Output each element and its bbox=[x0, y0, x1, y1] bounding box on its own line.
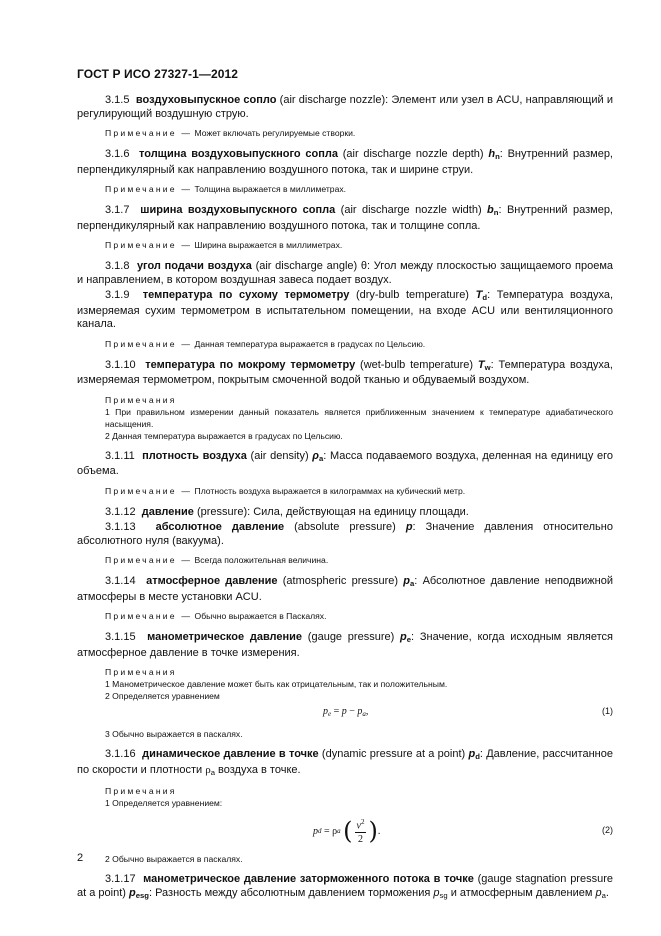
note-3-1-5: Примечание — Может включать регулируемые створки. bbox=[105, 128, 356, 138]
notes-3-1-15-item-3: 3 Обычно выражается в паскалях. bbox=[105, 729, 243, 739]
clause-3-1-6: 3.1.6 толщина воздуховыпускного сопла (air discharge nozzle depth) $h_n$: Внутренний размер, перпендикулярный как направлению воздушного потока, так и ширине струи. bbox=[77, 148, 613, 176]
clause-3-1-14: 3.1.14 атмосферное давление (atmospheric pressure) $p_a$: Абсолютное давление неподвижной атмосферы в месте установки ACU. bbox=[77, 575, 613, 603]
note-3-1-9: Примечание — Данная температура выражается в градусах по Цельсию. bbox=[105, 338, 426, 349]
clause-3-1-5: 3.1.5 воздуховыпускное сопло (air discharge nozzle): Элемент или узел в ACU, направляющий и регулирующий воздушную струю. bbox=[77, 94, 613, 120]
note-3-1-11: Примечание — Плотность воздуха выражается в килограммах на кубический метр. bbox=[105, 485, 466, 496]
page-number: 2 bbox=[77, 852, 84, 864]
equation-1 bbox=[77, 702, 613, 728]
clause-3-1-8: 3.1.8 угол подачи воздуха (air discharge angle) θ: Угол между плоскостью защищаемого проема и направлением, в котором воздушная завеса подает воздух. bbox=[77, 260, 614, 286]
document-body bbox=[77, 94, 613, 908]
clause-3-1-16: 3.1.16 динамическое давление в точке (dynamic pressure at a point) $p_d$: Давление, рассчитанное по скорости и плотности $\rho_a$ воздуха в точке. bbox=[77, 748, 613, 777]
equation-1-expression: $p_e = p - p_a$, bbox=[323, 706, 369, 718]
clause-3-1-10: 3.1.10 температура по мокрому термометру (wet-bulb temperature) $T_w$: Температура воздуха, измеряемая термометром, покрытым смоченной водой тканью и обдуваемый воздухом. bbox=[77, 358, 613, 386]
clause-3-1-9: 3.1.9 температура по сухому термометру (dry-bulb temperature) $T_d$: Температура воздуха, измеряемая сухим термометром в испытательном помещении, на входе ACU или вентиляционного канала. bbox=[77, 289, 613, 330]
document-header: ГОСТ Р ИСО 27327-1—2012 bbox=[77, 67, 239, 81]
equation-2-expression: p d = ρ a ( $\frac{v^2}{2}$ ) . bbox=[313, 817, 381, 846]
notes-3-1-10: Примечания 1 При правильном измерении данный показатель является приближенным значением к температуре адиабатического насыщения. 2 Данная температура выражается в градусах по Цельсию. bbox=[105, 394, 613, 441]
note-3-1-6: Примечание — Толщина выражается в миллиметрах. bbox=[105, 184, 347, 194]
equation-1-number: (1) bbox=[602, 706, 613, 716]
note-3-1-14: Примечание — Обычно выражается в Паскалях. bbox=[105, 611, 327, 621]
note-3-1-13: Примечание — Всегда положительная величина. bbox=[105, 555, 329, 565]
clause-3-1-17: 3.1.17 манометрическое давление заторможенного потока в точке (gauge stagnation pressure at a point) $p_{esg}$: Разность между абсолютным давлением торможения $p_{sg}$ и атмосферным давлением $p_a$. bbox=[77, 873, 613, 900]
clause-3-1-12: 3.1.12 давление (pressure): Сила, действующая на единицу площади. bbox=[105, 505, 469, 518]
clause-3-1-7: 3.1.7 ширина воздуховыпускного сопла (air discharge nozzle width) $b_n$: Внутренний размер, перпендикулярный как направлению воздушного потока, так и толщине сопла. bbox=[77, 204, 613, 232]
notes-3-1-15: Примечания 1 Манометрическое давление может быть как отрицательным, так и положительным. 2 Определяется уравнением bbox=[105, 667, 448, 701]
equation-2-number: (2) bbox=[602, 825, 613, 835]
clause-3-1-11: 3.1.11 плотность воздуха (air density) $\rho_a$: Масса подаваемого воздуха, деленная на единицу его объема. bbox=[77, 449, 613, 477]
equation-2 bbox=[77, 809, 613, 853]
notes-3-1-16: Примечания 1 Определяется уравнением: bbox=[105, 786, 223, 808]
clause-3-1-13: 3.1.13 абсолютное давление (absolute pressure) p: Значение давления относительно абсолютного нуля (вакуума). bbox=[77, 521, 613, 547]
note-3-1-7: Примечание — Ширина выражается в миллиметрах. bbox=[105, 240, 343, 250]
notes-3-1-16-item-2: 2 Обычно выражается в паскалях. bbox=[105, 854, 243, 864]
clause-3-1-15: 3.1.15 манометрическое давление (gauge pressure) $p_e$: Значение, когда исходным является атмосферное давление в точке измерения. bbox=[77, 631, 613, 659]
